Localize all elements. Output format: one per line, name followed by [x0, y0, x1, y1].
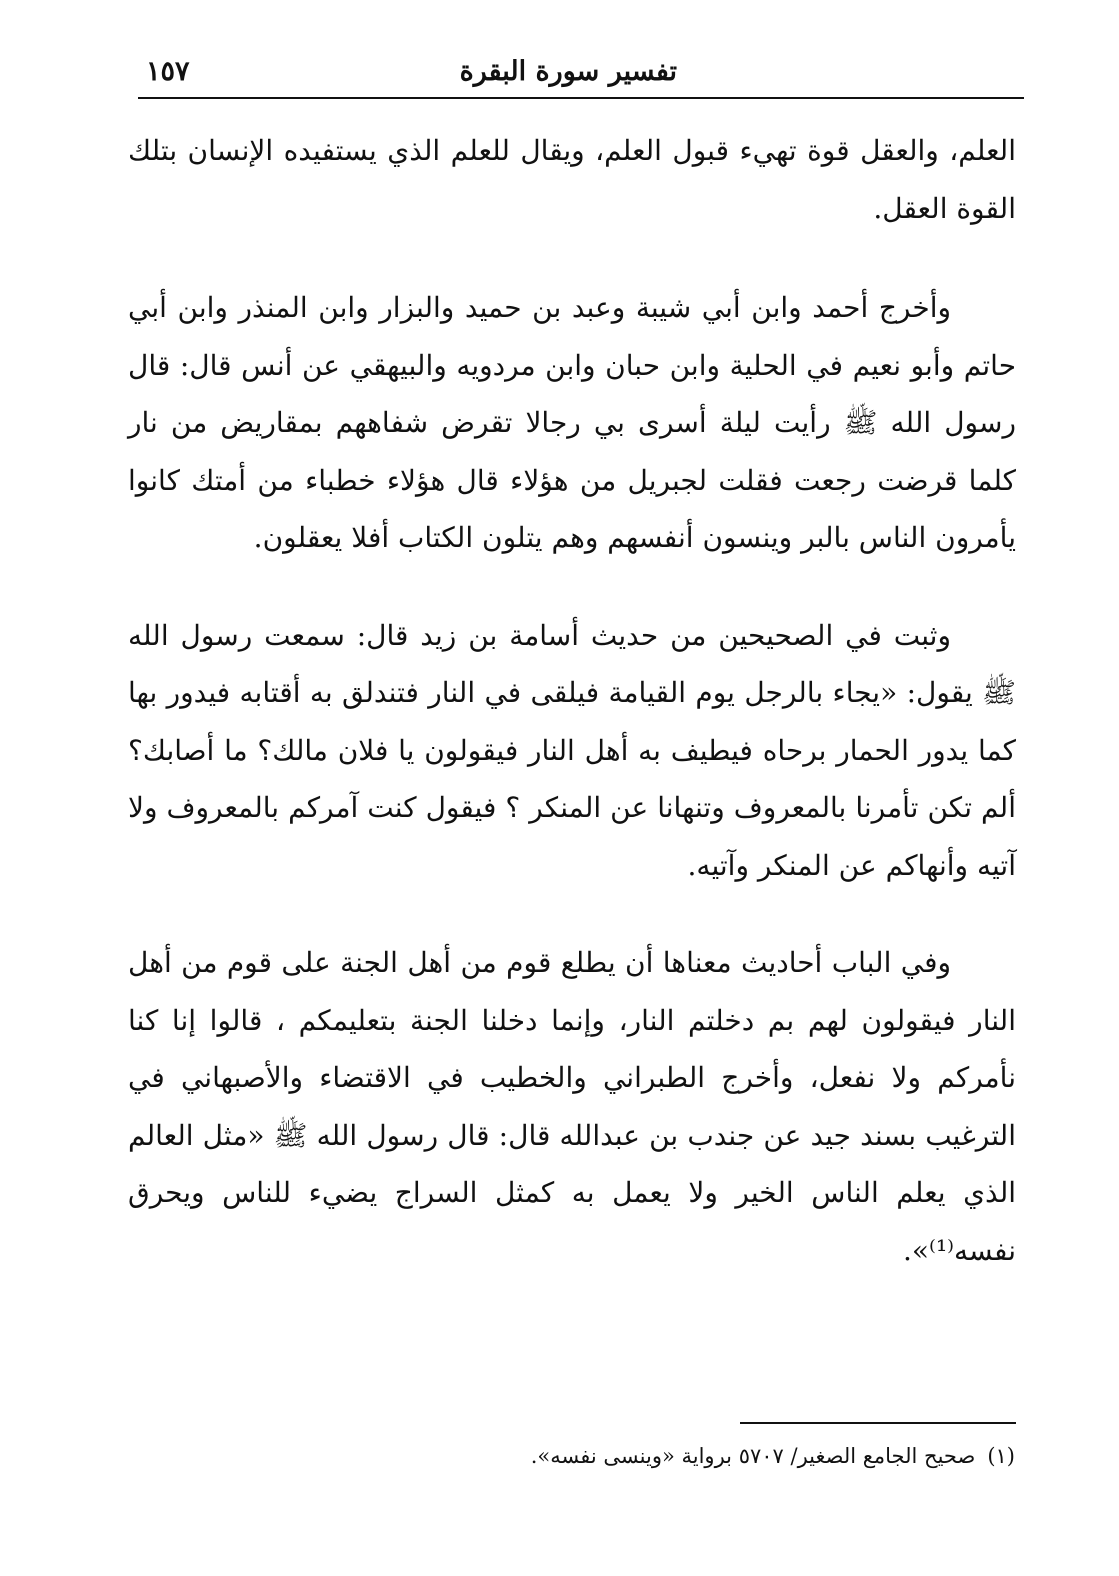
footnote-marker: (١) — [987, 1444, 1015, 1468]
body-text — [128, 122, 1016, 1279]
footnote-text: صحيح الجامع الصغير/ ٥٧٠٧ برواية «وينسى نفسه». — [530, 1444, 976, 1468]
running-header — [138, 52, 1022, 96]
footnote-rule — [740, 1422, 1016, 1424]
paragraph-2: وأخرج أحمد وابن أبي شيبة وعبد بن حميد والبزار وابن المنذر وابن أبي حاتم وأبو نعيم في الحلية وابن حبان وابن مردويه والبيهقي عن أنس قال: قال رسول الله ﷺ رأيت ليلة أسرى بي رجالا تقرض شفاههم بمقاريض من نار كلما قرضت رجعت فقلت لجبريل من هؤلاء قال هؤلاء خطباء من أمتك كانوا يأمرون الناس بالبر وينسون أنفسهم وهم يتلون الكتاب أفلا يعقلون. — [128, 291, 1017, 554]
paragraph-4: وفي الباب أحاديث معناها أن يطلع قوم من أهل الجنة على قوم من أهل النار فيقولون لهم بم دخلتم النار، وإنما دخلنا الجنة بتعليمكم ، قالوا إنا كنا نأمركم ولا نفعل، وأخرج الطبراني والخطيب في الاقتضاء والأصبهاني في الترغيب بسند جيد عن جندب بن عبدالله قال: قال رسول الله ﷺ «مثل العالم الذي يعلم الناس الخير ولا يعمل به كمثل السراج يضيء للناس ويحرق نفسه⁽¹⁾». — [128, 946, 1016, 1267]
footnote — [531, 1444, 1015, 1468]
header-title: تفسير سورة البقرة — [459, 56, 677, 87]
paragraph-1: العلم، والعقل قوة تهيء قبول العلم، ويقال للعلم الذي يستفيده الإنسان بتلك القوة العقل. — [128, 134, 1016, 225]
paragraph-3: وثبت في الصحيحين من حديث أسامة بن زيد قال: سمعت رسول الله ﷺ يقول: «يجاء بالرجل يوم القيامة فيلقى في النار فتندلق به أقتابه فيدور بها كما يدور الحمار برحاه فيطيف به أهل النار فيقولون يا فلان مالك؟ ما أصابك؟ ألم تكن تأمرنا بالمعروف وتنهانا عن المنكر ؟ فيقول كنت آمركم بالمعروف ولا آتيه وأنهاكم عن المنكر وآتيه. — [128, 618, 1016, 882]
page-number: ١٥٧ — [146, 56, 190, 87]
header-rule — [138, 97, 1024, 99]
